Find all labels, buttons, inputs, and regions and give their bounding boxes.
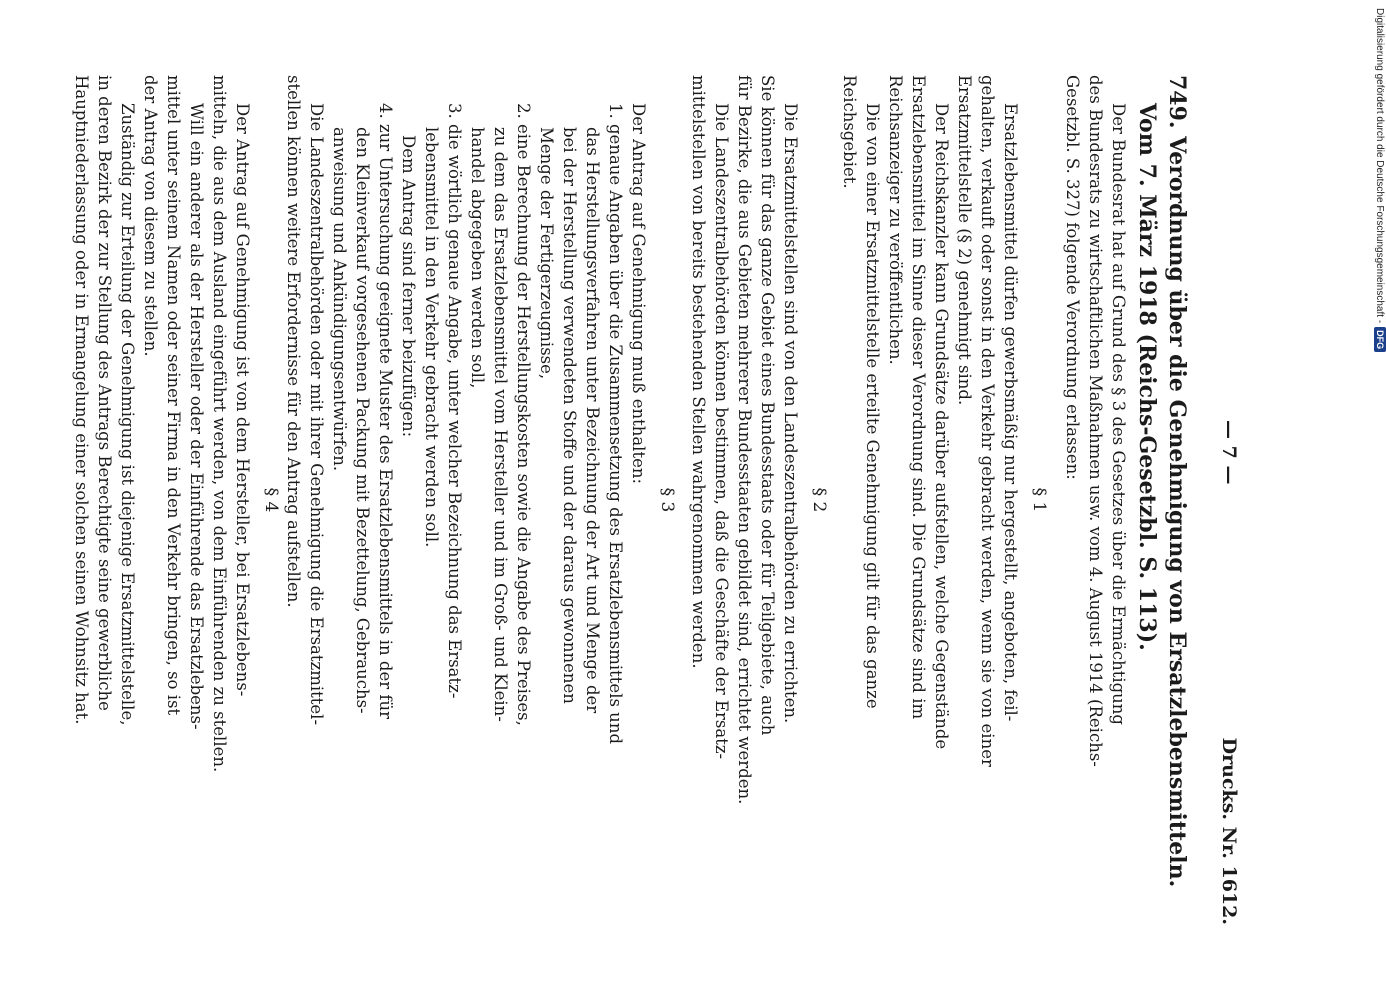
paragraph-line: Der Antrag auf Genehmigung muß enthalten: (629, 103, 648, 485)
paragraph-line: der Antrag von diesem zu stellen. (141, 75, 160, 357)
list-item: 3. die wörtlich genaue Angabe, unter welcher Bezeichnung das Ersatz- (445, 103, 464, 699)
list-item-cont: Menge der Fertigerzeugnisse, (537, 127, 556, 380)
paragraph-line: Ersatzlebensmittel dürfen gewerbsmäßig nur hergestellt, angeboten, feil- (1001, 103, 1020, 722)
paragraph-line: Die von einer Ersatzmittelstelle erteilte Genehmigung gilt für das ganze (863, 103, 882, 709)
paragraph-line: Ersatzmittelstelle (§ 2) genehmigt sind. (955, 75, 974, 406)
list-item: 2. eine Berechnung der Herstellungskosten sowie die Angabe des Preises, (514, 103, 533, 726)
section-heading-2: § 2 (809, 487, 829, 513)
section-4 (22, 75, 282, 925)
paragraph-line: Die Landeszentralbehörden oder mit ihrer Genehmigung die Ersatzmittel- (307, 103, 326, 726)
s4-strip (980, 75, 1240, 925)
dfg-logo: DFG (1374, 327, 1386, 352)
paragraph-line: stellen können weitere Erfordernisse für den Antrag aufstellen. (284, 75, 303, 608)
list-item-cont: zu dem das Ersatzlebensmittel vom Hersteller und im Groß- und Klein- (491, 127, 510, 722)
paragraph-line: Die Ersatzmittelstellen sind von den Landeszentralbehörden zu errichten. (781, 103, 800, 724)
ordinance-title: 749. Verordnung über die Genehmigung von Ersatzlebensmitteln. (1164, 75, 1190, 888)
paragraph-line: Hauptniederlassung oder in Ermangelung einer solchen seinen Wohnsitz hat. (72, 75, 91, 725)
paragraph-line: Reichsgebiet. (840, 75, 859, 189)
list-item-cont: lebensmittel in den Verkehr gebracht werden soll. (422, 127, 441, 548)
section-heading-4: § 4 (261, 487, 281, 513)
preamble-line: des Bundesrats zu wirtschaftlichen Maßnahmen usw. vom 4. August 1914 (Reichs- (1086, 75, 1105, 767)
paragraph-line: Der Reichskanzler kann Grundsätze darüber aufstellen, welche Gegenstände (932, 103, 951, 750)
list-item: 4. zur Untersuchung geeignete Muster des Ersatzlebensmittels in der für (376, 103, 395, 719)
digitization-credit (1362, 8, 1386, 388)
paragraph-line: mittel unter seinem Namen oder seiner Firma in den Verkehr bringen, so ist (164, 75, 183, 716)
section-heading-3: § 3 (657, 487, 677, 513)
paragraph-line: Die Landeszentralbehörden können bestimmen, daß die Geschäfte der Ersatz- (712, 103, 731, 760)
list-item-cont: den Kleinverkauf vorgesehenen Packung mit Bezettelung, Gebrauchs- (353, 127, 372, 714)
paragraph-line: Dem Antrag sind ferner beizufügen: (399, 135, 418, 438)
list-item-cont: das Herstellungsverfahren unter Bezeichnung der Art und Menge der (583, 127, 602, 714)
print-reference: Drucks. Nr. 1612. (1218, 737, 1240, 925)
paragraph-line: für Bezirke, die aus Gebieten mehrerer Bundesstaaten gebildet sind, errichtet werden. (735, 75, 754, 805)
preamble-line: Der Bundesrat hat auf Grund des § 3 des Gesetzes über die Ermächtigung (1109, 103, 1128, 725)
list-item-cont: bei der Herstellung verwendeten Stoffe und der daraus gewonnenen (560, 127, 579, 704)
paragraph-line: Der Antrag auf Genehmigung ist von dem Hersteller, bei Ersatzlebens- (233, 103, 252, 697)
credit-text: Digitalisierung gefördert durch die Deutsche Forschungsgemeinschaft - (1374, 8, 1385, 324)
section-heading-1: § 1 (1029, 487, 1049, 513)
list-item-cont: handel abgegeben werden soll, (468, 127, 487, 389)
paragraph-line: gehalten, verkauft oder sonst in den Verkehr gebracht werden, wenn sie von einer (978, 75, 997, 767)
paragraph-line: mittelstellen von bereits bestehenden Stellen wahrgenommen werden. (689, 75, 708, 669)
paragraph-line: Sie können für das ganze Gebiet eines Bundesstaats oder für Teilgebiete, auch (758, 75, 777, 736)
paragraph-line: mitteln, die aus dem Ausland eingeführt werden, von dem Einführenden zu stellen. (210, 75, 229, 773)
paragraph-line: Zuständig zur Erteilung der Genehmigung ist diejenige Ersatzmittelstelle, (118, 103, 137, 726)
paragraph-line: Will ein anderer als der Hersteller oder der Einführende das Ersatzlebens- (187, 103, 206, 730)
preamble-line: Gesetzbl. S. 327) folgende Verordnung erlassen: (1063, 75, 1082, 480)
ordinance-date: Vom 7. März 1918 (Reichs-Gesetzbl. S. 113). (1134, 103, 1160, 651)
list-item-cont: anweisung und Ankündigungsentwürfen. (330, 127, 349, 472)
list-item: 1. genaue Angaben über die Zusammensetzung des Ersatzlebensmittels und (606, 103, 625, 745)
paragraph-line: Reichsanzeiger zu veröffentlichen. (886, 75, 905, 365)
page-number: — 7 — (1218, 420, 1240, 485)
paragraph-line: in deren Bezirk der zur Stellung des Antrags Berechtigte seine gewerbliche (95, 75, 114, 711)
paragraph-line: Ersatzlebensmittel im Sinne dieser Verordnung sind. Die Grundsätze sind im (909, 75, 928, 720)
